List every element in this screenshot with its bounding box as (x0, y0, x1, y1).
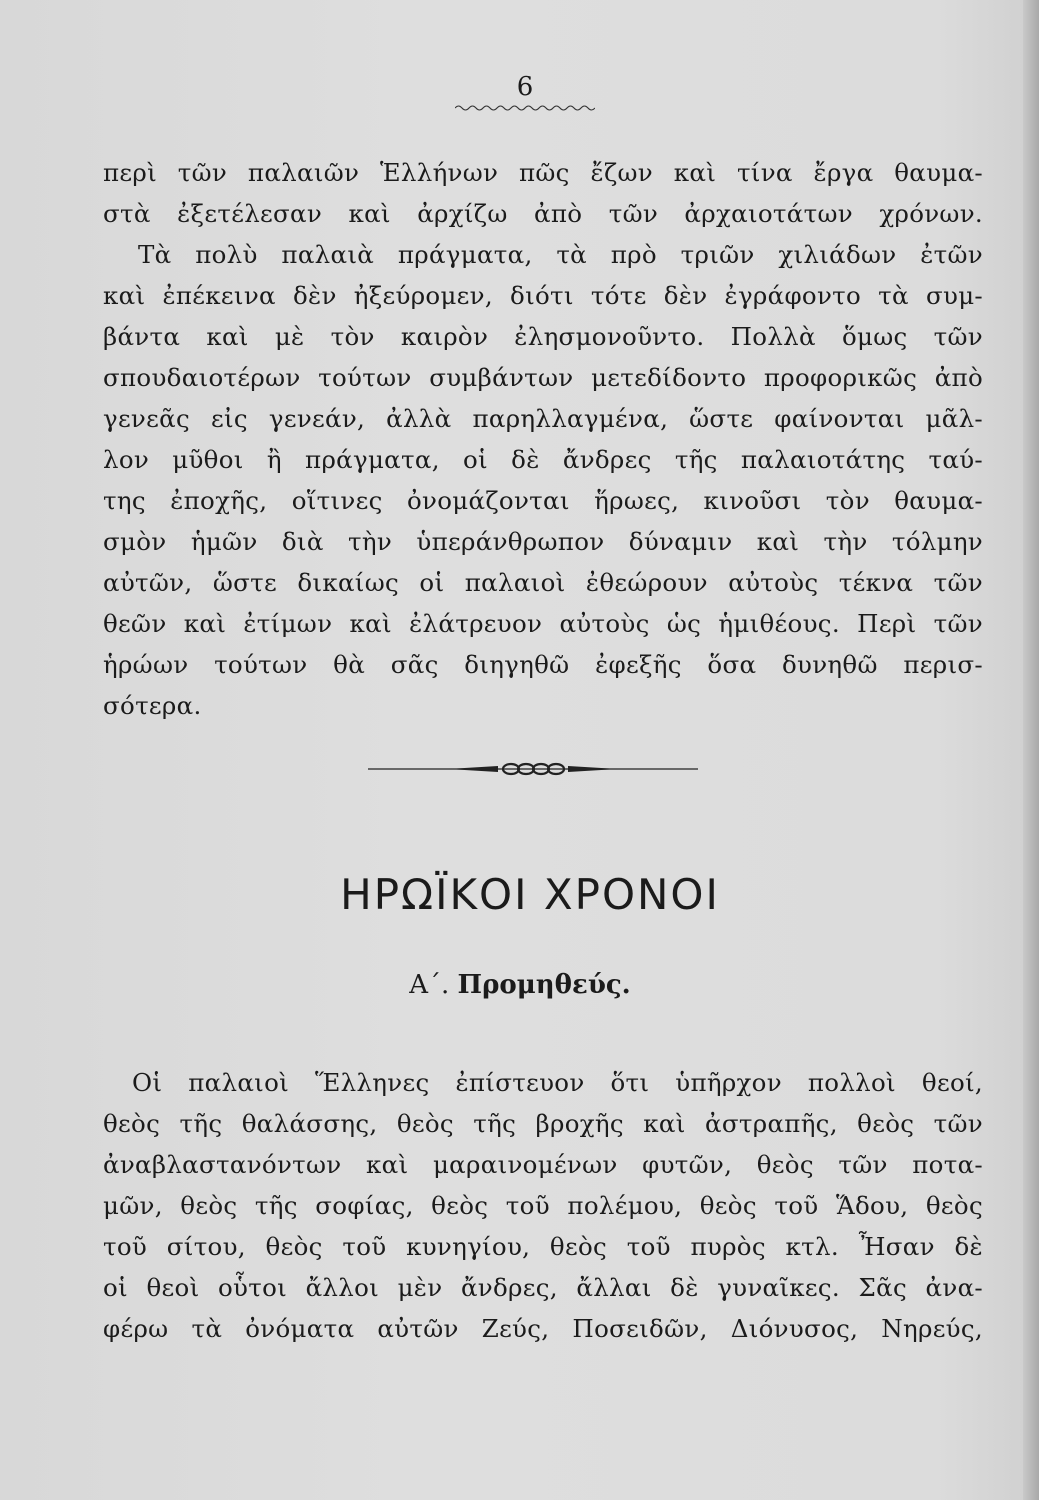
intro-line: λον μῦθοι ἢ πράγματα, οἱ δὲ ἄνδρες τῆς παλαιοτάτης ταύ- (103, 445, 983, 474)
page-edge (1023, 0, 1039, 1500)
section-title: Προμηθεύς. (457, 970, 631, 1000)
intro-line: σότερα. (103, 691, 202, 720)
body-line: Οἱ παλαιοὶ Ἕλληνες ἐπίστευον ὅτι ὑπῆρχον πολλοὶ θεοί, (132, 1068, 983, 1097)
intro-line: στὰ ἐξετέλεσαν καὶ ἀρχίζω ἀπὸ τῶν ἀρχαιοτάτων χρόνων. (103, 199, 983, 228)
body-line: ἀναβλαστανόντων καὶ μαραινομένων φυτῶν, θεὸς τῶν ποτα- (103, 1150, 983, 1179)
chapter-heading: ΗΡΩΪΚΟΙ ΧΡΟΝΟΙ (340, 870, 720, 919)
body-line: τοῦ σίτου, θεὸς τοῦ κυνηγίου, θεὸς τοῦ πυρὸς κτλ. Ἦσαν δὲ (103, 1232, 983, 1261)
body-line: φέρω τὰ ὀνόματα αὐτῶν Ζεύς, Ποσειδῶν, Διόνυσος, Νηρεύς, (103, 1314, 983, 1343)
intro-line: σπουδαιοτέρων τούτων συμβάντων μετεδίδοντο προφορικῶς ἀπὸ (103, 363, 983, 392)
section-subheading (330, 970, 710, 1000)
body-line: θεὸς τῆς θαλάσσης, θεὸς τῆς βροχῆς καὶ ἀστραπῆς, θεὸς τῶν (103, 1109, 983, 1138)
header-wavy-rule (455, 103, 595, 113)
intro-line: γενεᾶς εἰς γενεάν, ἀλλὰ παρηλλαγμένα, ὥστε φαίνονται μᾶλ- (103, 404, 983, 433)
intro-line: της ἐποχῆς, οἵτινες ὀνομάζονται ἥρωες, κινοῦσι τὸν θαυμα- (103, 486, 983, 515)
body-line: οἱ θεοὶ οὗτοι ἄλλοι μὲν ἄνδρες, ἄλλαι δὲ γυναῖκες. Σᾶς ἀνα- (103, 1273, 983, 1302)
ornamental-divider (368, 762, 698, 776)
section-numeral: Α΄. (409, 970, 450, 1000)
intro-line: περὶ τῶν παλαιῶν Ἑλλήνων πῶς ἔζων καὶ τίνα ἔργα θαυμα- (103, 158, 983, 187)
intro-line: σμὸν ἡμῶν διὰ τὴν ὑπεράνθρωπον δύναμιν καὶ τὴν τόλμην (103, 527, 983, 556)
intro-line: βάντα καὶ μὲ τὸν καιρὸν ἐλησμονοῦντο. Πολλὰ ὅμως τῶν (103, 322, 983, 351)
intro-line: Τὰ πολὺ παλαιὰ πράγματα, τὰ πρὸ τριῶν χιλιάδων ἐτῶν (138, 240, 983, 269)
intro-line: ἡρώων τούτων θὰ σᾶς διηγηθῶ ἐφεξῆς ὅσα δυνηθῶ περισ- (103, 650, 983, 679)
body-line: μῶν, θεὸς τῆς σοφίας, θεὸς τοῦ πολέμου, θεὸς τοῦ Ἅδου, θεὸς (103, 1191, 983, 1220)
intro-line: αὐτῶν, ὥστε δικαίως οἱ παλαιοὶ ἐθεώρουν αὐτοὺς τέκνα τῶν (103, 568, 983, 597)
intro-line: θεῶν καὶ ἐτίμων καὶ ἐλάτρευον αὐτοὺς ὡς ἡμιθέους. Περὶ τῶν (103, 609, 983, 638)
intro-line: καὶ ἐπέκεινα δὲν ἠξεύρομεν, διότι τότε δὲν ἐγράφοντο τὰ συμ- (103, 281, 983, 310)
page-number: 6 (516, 72, 534, 102)
